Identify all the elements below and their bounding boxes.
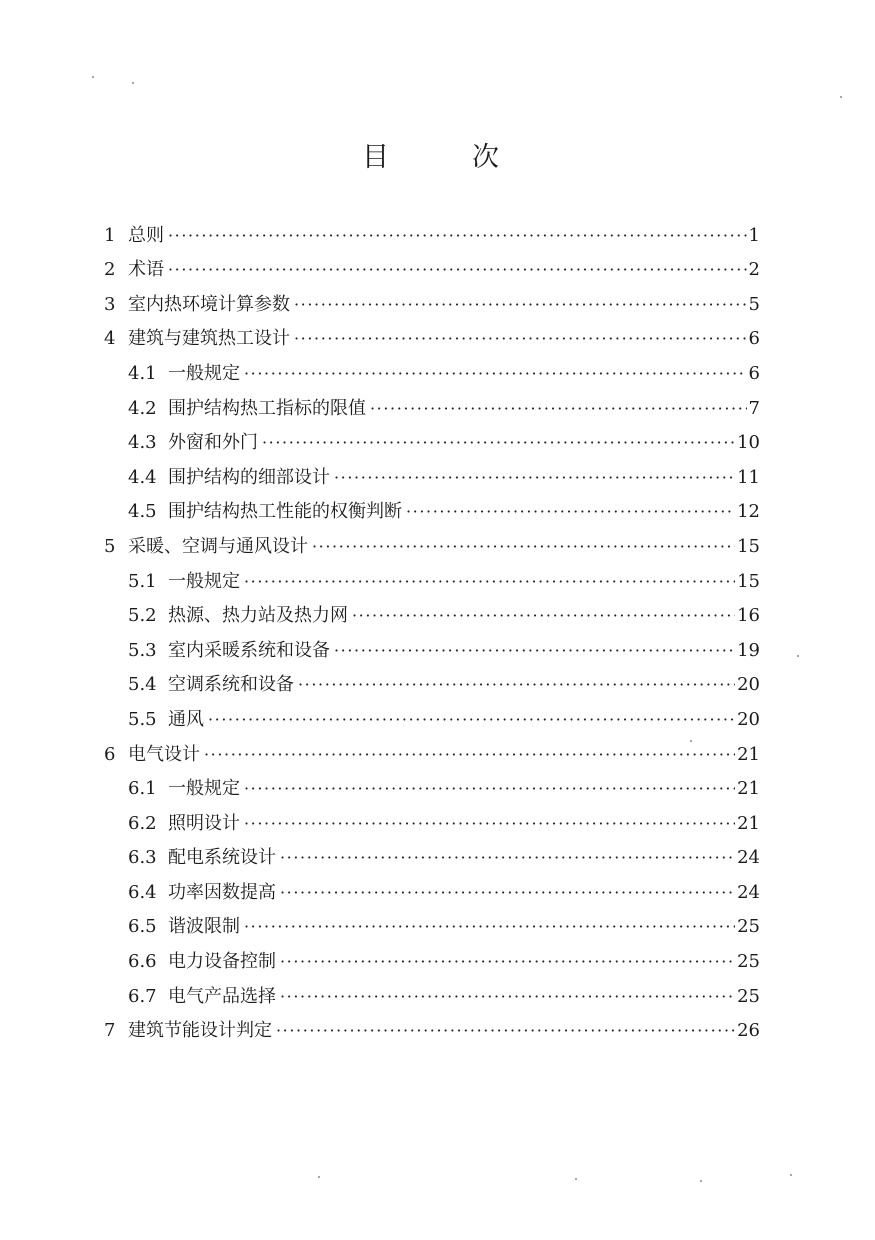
toc-entry-number: 6.7 xyxy=(128,985,157,1007)
toc-dot-leader xyxy=(168,219,747,253)
toc-entry-label: 室内采暖系统和设备 xyxy=(168,639,330,661)
toc-page-number: 6 xyxy=(748,328,760,350)
toc-entry-number: 6.4 xyxy=(128,881,157,903)
toc-section-entry[interactable] xyxy=(104,356,760,391)
toc-entry-number: 5.1 xyxy=(128,570,157,592)
toc-dot-leader xyxy=(334,461,735,495)
toc-page-number: 20 xyxy=(737,708,760,730)
toc-page-number: 26 xyxy=(737,1020,760,1042)
toc-chapter-entry[interactable] xyxy=(104,1014,760,1049)
toc-section-entry[interactable] xyxy=(104,944,760,979)
scan-speck xyxy=(132,82,134,84)
toc-entry-number: 6.3 xyxy=(128,847,157,869)
toc-page-number: 19 xyxy=(737,639,760,661)
toc-section-entry[interactable] xyxy=(104,979,760,1014)
toc-page-number: 15 xyxy=(737,570,760,592)
toc-page-number: 21 xyxy=(737,743,760,765)
toc-dot-leader xyxy=(208,703,735,737)
toc-page-number: 5 xyxy=(748,293,760,315)
toc-dot-leader xyxy=(312,530,735,564)
toc-entry-number: 4.5 xyxy=(128,501,157,523)
toc-section-entry[interactable] xyxy=(104,460,760,495)
toc-entry-label: 空调系统和设备 xyxy=(168,674,294,696)
toc-section-entry[interactable] xyxy=(104,426,760,461)
toc-page-number: 24 xyxy=(737,847,760,869)
toc-dot-leader xyxy=(406,495,735,529)
toc-dot-leader xyxy=(244,565,735,599)
toc-dot-leader xyxy=(204,738,735,772)
toc-dot-leader xyxy=(280,980,735,1014)
toc-entry-number: 7 xyxy=(104,1020,116,1042)
toc-entry-number: 4 xyxy=(104,328,116,350)
toc-dot-leader xyxy=(294,322,747,356)
toc-dot-leader xyxy=(168,253,747,287)
toc-page-number: 10 xyxy=(737,432,760,454)
toc-section-entry[interactable] xyxy=(104,702,760,737)
toc-chapter-entry[interactable] xyxy=(104,287,760,322)
toc-section-entry[interactable] xyxy=(104,841,760,876)
toc-page-number: 12 xyxy=(737,501,760,523)
toc-section-entry[interactable] xyxy=(104,806,760,841)
toc-dot-leader xyxy=(294,288,747,322)
page-title: 目 次 xyxy=(362,142,527,173)
toc-entry-label: 电气设计 xyxy=(128,743,200,765)
toc-dot-leader xyxy=(276,1014,735,1048)
scan-speck xyxy=(690,740,692,742)
toc-entry-number: 1 xyxy=(104,224,116,246)
toc-entry-label: 外窗和外门 xyxy=(168,432,258,454)
toc-section-entry[interactable] xyxy=(104,633,760,668)
toc-entry-number: 6.1 xyxy=(128,778,157,800)
toc-chapter-entry[interactable] xyxy=(104,529,760,564)
toc-section-entry[interactable] xyxy=(104,910,760,945)
toc-entry-number: 4.2 xyxy=(128,397,157,419)
toc-section-entry[interactable] xyxy=(104,668,760,703)
table-of-contents xyxy=(104,218,760,1048)
toc-entry-label: 热源、热力站及热力网 xyxy=(168,605,348,627)
toc-entry-label: 电力设备控制 xyxy=(168,951,276,973)
toc-entry-label: 照明设计 xyxy=(168,812,240,834)
toc-entry-label: 建筑节能设计判定 xyxy=(128,1020,272,1042)
toc-page-number: 11 xyxy=(737,466,760,488)
toc-entry-number: 6 xyxy=(104,743,116,765)
toc-page-number: 7 xyxy=(748,397,760,419)
toc-entry-number: 2 xyxy=(104,259,116,281)
scan-speck xyxy=(797,655,799,657)
scan-speck xyxy=(700,1180,702,1182)
scan-speck xyxy=(790,1174,792,1176)
toc-dot-leader xyxy=(244,772,735,806)
toc-entry-label: 配电系统设计 xyxy=(168,847,276,869)
toc-entry-number: 5.2 xyxy=(128,605,157,627)
toc-entry-number: 5.3 xyxy=(128,639,157,661)
scan-speck xyxy=(840,96,842,98)
toc-section-entry[interactable] xyxy=(104,495,760,530)
toc-dot-leader xyxy=(244,910,735,944)
toc-entry-number: 6.5 xyxy=(128,916,157,938)
toc-page-number: 1 xyxy=(748,224,760,246)
toc-entry-number: 6.6 xyxy=(128,951,157,973)
toc-page-number: 20 xyxy=(737,674,760,696)
toc-entry-label: 总则 xyxy=(128,224,164,246)
toc-dot-leader xyxy=(280,945,735,979)
toc-entry-label: 一般规定 xyxy=(168,362,240,384)
toc-entry-label: 采暖、空调与通风设计 xyxy=(128,535,308,557)
toc-chapter-entry[interactable] xyxy=(104,253,760,288)
toc-entry-number: 5.5 xyxy=(128,708,157,730)
toc-dot-leader xyxy=(352,599,735,633)
toc-entry-label: 谐波限制 xyxy=(168,916,240,938)
toc-entry-label: 术语 xyxy=(128,259,164,281)
toc-page-number: 16 xyxy=(737,605,760,627)
toc-entry-label: 一般规定 xyxy=(168,570,240,592)
toc-dot-leader xyxy=(334,634,735,668)
toc-entry-label: 围护结构的细部设计 xyxy=(168,466,330,488)
toc-entry-label: 围护结构热工指标的限值 xyxy=(168,397,366,419)
toc-page-number: 21 xyxy=(737,812,760,834)
toc-entry-label: 围护结构热工性能的权衡判断 xyxy=(168,501,402,523)
toc-dot-leader xyxy=(298,668,735,702)
toc-dot-leader xyxy=(280,876,735,910)
toc-entry-number: 4.1 xyxy=(128,362,157,384)
toc-entry-label: 电气产品选择 xyxy=(168,985,276,1007)
toc-entry-number: 4.4 xyxy=(128,466,157,488)
toc-dot-leader xyxy=(262,426,735,460)
toc-entry-label: 通风 xyxy=(168,708,204,730)
toc-entry-label: 建筑与建筑热工设计 xyxy=(128,328,290,350)
toc-entry-label: 一般规定 xyxy=(168,778,240,800)
toc-section-entry[interactable] xyxy=(104,564,760,599)
toc-entry-label: 功率因数提高 xyxy=(168,881,276,903)
toc-entry-number: 4.3 xyxy=(128,432,157,454)
scan-speck xyxy=(318,1176,320,1178)
toc-page-number: 21 xyxy=(737,778,760,800)
toc-section-entry[interactable] xyxy=(104,599,760,634)
toc-section-entry[interactable] xyxy=(104,772,760,807)
toc-page-number: 25 xyxy=(737,951,760,973)
toc-chapter-entry[interactable] xyxy=(104,322,760,357)
toc-page-number: 25 xyxy=(737,916,760,938)
toc-dot-leader xyxy=(280,841,735,875)
toc-page-number: 25 xyxy=(737,985,760,1007)
toc-entry-number: 5.4 xyxy=(128,674,157,696)
toc-entry-number: 5 xyxy=(104,535,116,557)
scan-speck xyxy=(92,76,94,78)
toc-page-number: 15 xyxy=(737,535,760,557)
toc-entry-number: 6.2 xyxy=(128,812,157,834)
toc-page-number: 6 xyxy=(748,362,760,384)
toc-entry-number: 3 xyxy=(104,293,116,315)
toc-page-number: 24 xyxy=(737,881,760,903)
toc-dot-leader xyxy=(370,392,747,426)
toc-chapter-entry[interactable] xyxy=(104,218,760,253)
toc-dot-leader xyxy=(244,357,747,391)
toc-dot-leader xyxy=(244,807,735,841)
toc-chapter-entry[interactable] xyxy=(104,737,760,772)
scan-speck xyxy=(575,1178,577,1180)
toc-page-number: 2 xyxy=(748,259,760,281)
toc-section-entry[interactable] xyxy=(104,391,760,426)
toc-section-entry[interactable] xyxy=(104,875,760,910)
toc-entry-label: 室内热环境计算参数 xyxy=(128,293,290,315)
